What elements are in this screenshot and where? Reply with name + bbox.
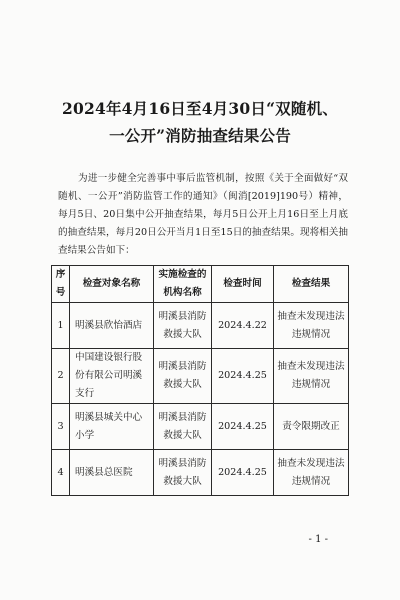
header-object: 检查对象名称 [70,266,154,303]
inspection-results-table [51,265,349,496]
cell-time: 2024.4.25 [212,404,274,450]
page-number: - 1 - [308,534,328,545]
intro-paragraph: 为进一步健全完善事中事后监管机制，按照《关于全面做好“双随机、一公开”消防监管工作的通知》（闽消[2019]190号）精神，每月5日、20日集中公开抽查结果，每月5日公开上月16日至上月底的抽查结果，每月20日公开当月1日至15日的抽查结果。现将相关抽查结果公告如下： [58,173,348,256]
header-unit: 实施检查的机构名称 [154,266,212,303]
title-line-2: 一公开”消防抽查结果公告 [109,126,291,145]
document-title [0,95,400,149]
table-row [52,303,349,349]
cell-time: 2024.4.25 [212,349,274,404]
cell-unit: 明溪县消防救援大队 [154,349,212,404]
header-time: 检查时间 [212,266,274,303]
header-no: 序号 [52,266,70,303]
header-result: 检查结果 [274,266,349,303]
cell-result: 责令限期改正 [274,404,349,450]
cell-result: 抽查未发现违法违规情况 [274,450,349,496]
cell-result: 抽查未发现违法违规情况 [274,349,349,404]
cell-no: 1 [52,303,70,349]
cell-time: 2024.4.22 [212,303,274,349]
cell-object: 中国建设银行股份有限公司明溪支行 [70,349,154,404]
cell-no: 4 [52,450,70,496]
table-row [52,349,349,404]
cell-unit: 明溪县消防救援大队 [154,303,212,349]
cell-object: 明溪县总医院 [70,450,154,496]
title-line-1: 2024年4月16日至4月30日“双随机、 [62,99,338,118]
cell-no: 3 [52,404,70,450]
table-row [52,450,349,496]
cell-object: 明溪县城关中心小学 [70,404,154,450]
cell-result: 抽查未发现违法违规情况 [274,303,349,349]
cell-no: 2 [52,349,70,404]
cell-object: 明溪县欣怡酒店 [70,303,154,349]
cell-unit: 明溪县消防救援大队 [154,450,212,496]
cell-time: 2024.4.25 [212,450,274,496]
cell-unit: 明溪县消防救援大队 [154,404,212,450]
table-header-row [52,266,349,303]
table-row [52,404,349,450]
